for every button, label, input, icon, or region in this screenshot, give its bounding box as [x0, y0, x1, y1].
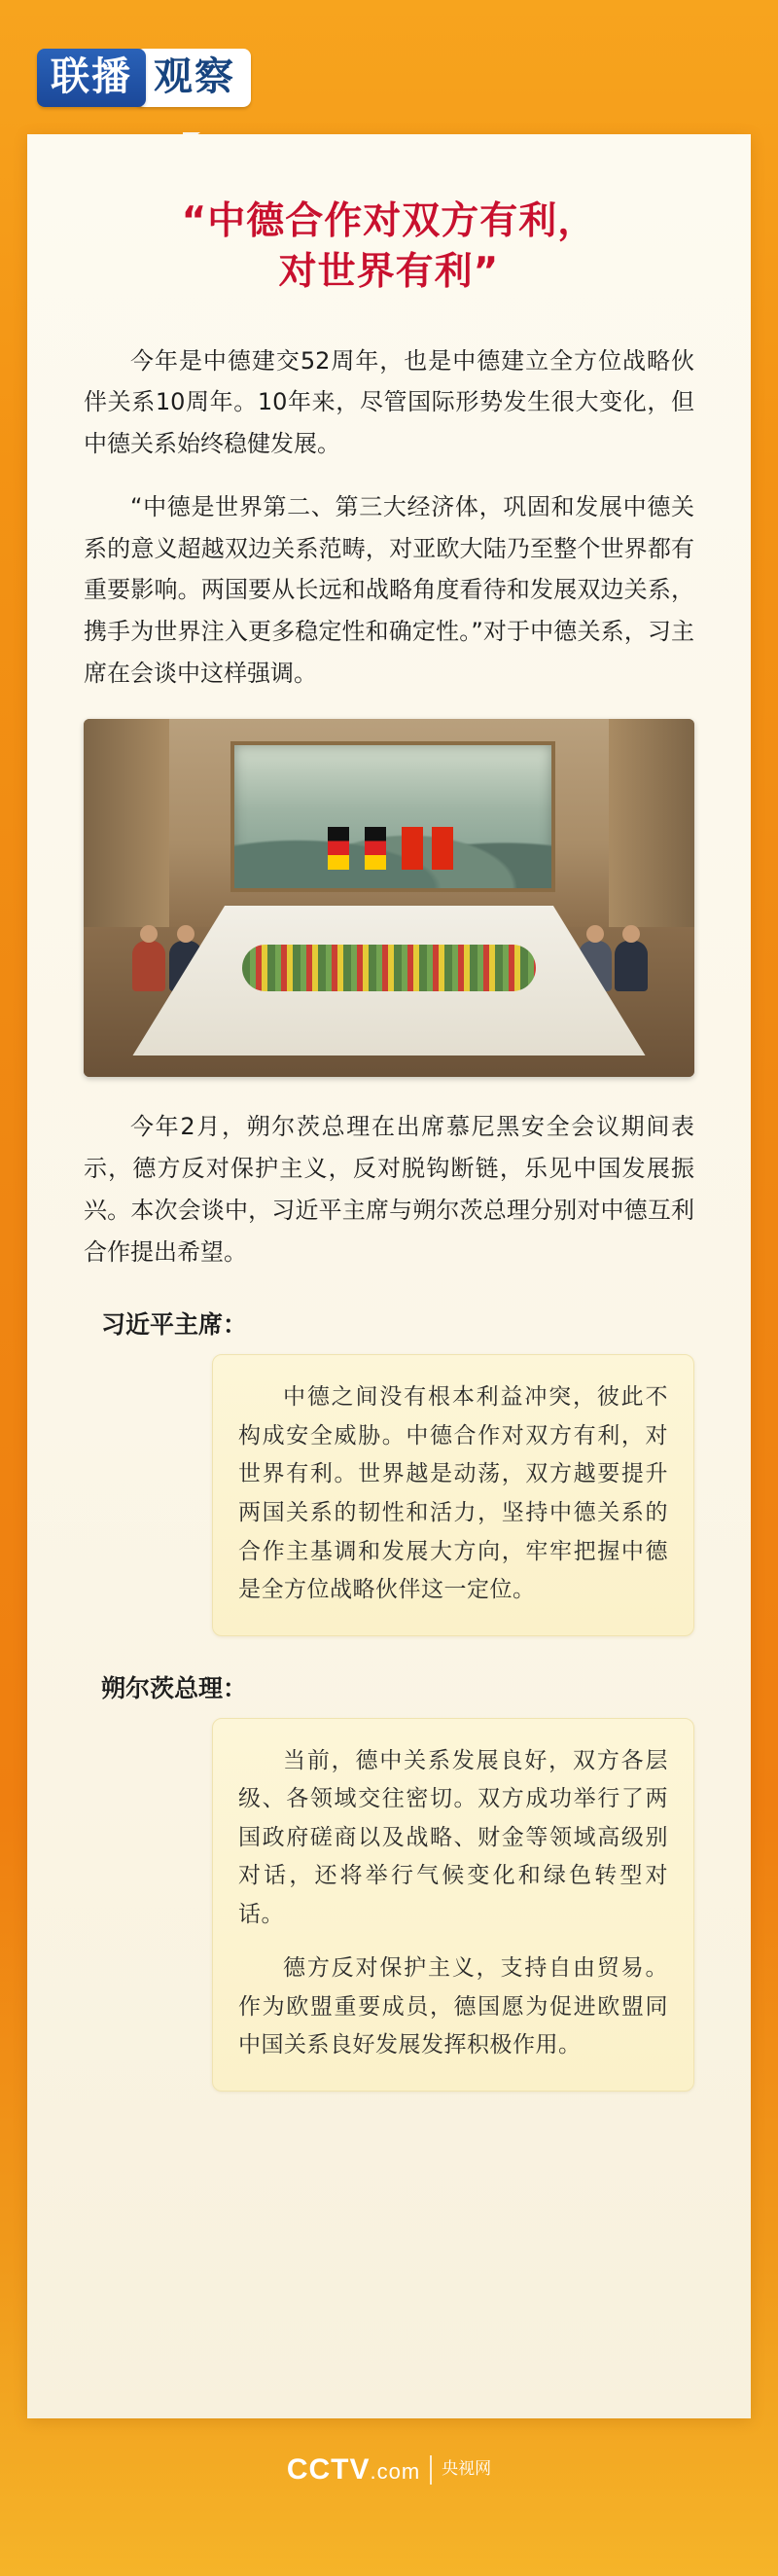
cctv-letters: CCTV [286, 2453, 371, 2486]
photo-painting [230, 741, 556, 892]
chinese-flag-icon [432, 827, 453, 870]
site-logo[interactable] [37, 49, 251, 107]
article-photo-wrapper [84, 719, 694, 1077]
quote-speaker-label: 朔尔茨总理： [101, 1673, 248, 1702]
article-card [27, 134, 751, 2418]
german-flag-icon [365, 827, 386, 870]
logo-text-white: 观察 [136, 49, 251, 107]
meeting-photo [84, 719, 694, 1077]
cctv-wordmark [287, 2453, 420, 2487]
page-header [0, 0, 778, 134]
logo-text-blue: 联播 [37, 49, 146, 107]
photo-flower-arrangement [242, 945, 535, 991]
page-footer [0, 2453, 778, 2487]
quote-paragraph: 当前，德中关系发展良好，双方各层级、各领域交往密切。双方成功举行了两国政府磋商以及战略、财金等领域高级别对话，还将举行气候变化和绿色转型对话。 [238, 1747, 668, 1927]
title-line-2: 对世界有利” [278, 249, 500, 294]
quote-speaker-label: 习近平主席： [101, 1310, 248, 1340]
cctv-logo[interactable] [287, 2453, 491, 2487]
german-flag-icon [328, 827, 349, 870]
page-title [84, 197, 694, 298]
quote-paragraph: 中德之间没有根本利益冲突，彼此不构成安全威胁。中德合作对双方有利，对世界有利。世界越是动荡，双方越要提升两国关系的韧性和活力，坚持中德关系的合作主基调和发展大方向，牢牢把握中德是全方位战略伙伴这一定位。 [238, 1384, 668, 1603]
quote-paragraph: 德方反对保护主义，支持自由贸易。作为欧盟重要成员，德国愿为促进欧盟同中国关系良好发展发挥积极作用。 [238, 1955, 668, 2058]
article-paragraph: “中德是世界第二、第三大经济体，巩固和发展中德关系的意义超越双边关系范畴，对亚欧大陆乃至整个世界都有重要影响。两国要从长远和战略角度看待和发展双边关系，携手为世界注入更多稳定性和确定性。”对于中德关系，习主席在会谈中这样强调。 [84, 492, 694, 687]
article-paragraph: 今年2月，朔尔茨总理在出席慕尼黑安全会议期间表示，德方反对保护主义，反对脱钩断链，乐见中国发展振兴。本次会谈中，习近平主席与朔尔茨总理分别对中德互利合作提出希望。 [84, 1113, 694, 1266]
article-paragraph: 今年是中德建交52周年，也是中德建立全方位战略伙伴关系10周年。10年来，尽管国际形势发生很大变化，但中德关系始终稳健发展。 [84, 346, 694, 458]
chinese-flag-icon [402, 827, 423, 870]
title-line-1: “中德合作对双方有利， [181, 199, 597, 243]
quote-block [212, 1354, 694, 1635]
quote-block [212, 1718, 694, 2092]
logo-divider [430, 2455, 432, 2485]
cctv-chinese-name: 央视网 [442, 2459, 492, 2480]
cctv-dotcom: .com [370, 2459, 421, 2484]
